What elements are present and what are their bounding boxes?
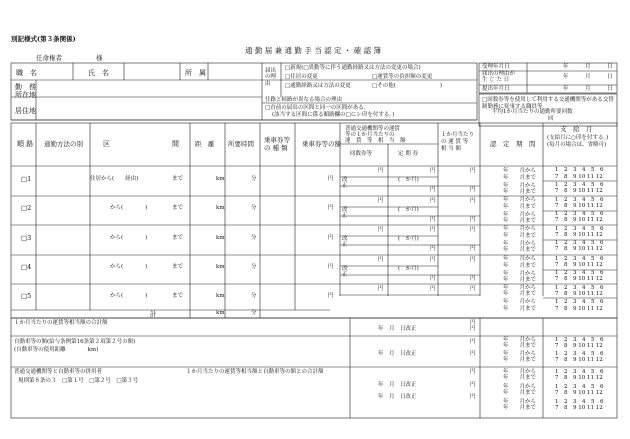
reason-other[interactable]: □その他( ) xyxy=(372,83,442,89)
monthly-total-yen-2: 円 xyxy=(470,326,476,332)
residence-label: 居住地 xyxy=(15,107,36,115)
row2-months: ( か月) xyxy=(398,207,419,213)
row3-count-yen: 円 xyxy=(378,227,384,233)
reason-month: 月 xyxy=(585,74,591,80)
total-label: 計 xyxy=(150,310,157,318)
row2-count-yen: 円 xyxy=(378,198,384,204)
row5-months-top[interactable]: 1 2 3 4 5 6 xyxy=(555,285,604,291)
combined-months-top[interactable]: 1 2 3 4 5 6 xyxy=(555,369,604,375)
row1-ticket-yen: 円 xyxy=(328,176,334,182)
row4-months-top[interactable]: 1 2 3 4 5 6 xyxy=(555,256,604,262)
row3-from: から( ) xyxy=(110,235,148,241)
row4-to: まで xyxy=(172,264,184,270)
monthly-total-yen: 円 xyxy=(470,320,476,326)
same-section-check[interactable]: □直前の届出の区間と同一の区間がある。 xyxy=(265,105,370,111)
row3-pass-yen: 円 xyxy=(430,227,436,233)
row5-from-date-2: 年 月から xyxy=(503,299,537,305)
row4-from-date-2: 年 月から xyxy=(503,271,537,277)
row5-months-bottom[interactable]: 7 8 9 10 11 12 xyxy=(555,291,603,297)
col-fare-header: 普通交通機関等の運賃 等の１か月当たりの 運 賃 等 相 当 額 xyxy=(345,126,406,145)
honorific: 様 xyxy=(96,54,103,62)
row2-months-bottom-2[interactable]: 7 8 9 10 11 12 xyxy=(555,217,603,223)
combined-to-date: 年 月まで xyxy=(503,375,537,381)
row5-pass-yen: 円 xyxy=(430,286,436,292)
col-payment-note: (支給月に○印を付する。) (毎月の場合は、省略可) xyxy=(547,135,609,148)
row4-to-date: 年 月まで xyxy=(503,263,537,269)
row3-months-bottom[interactable]: 7 8 9 10 11 12 xyxy=(555,232,603,238)
row3-to-date-2: 年 月まで xyxy=(503,247,537,253)
row3-months-top-2[interactable]: 1 2 3 4 5 6 xyxy=(555,240,604,246)
row1-from: 住居から( 経由) xyxy=(90,176,139,182)
col-time: 所要時間 xyxy=(228,140,254,148)
combined-yen-2: 円 xyxy=(470,382,476,388)
car-distance-label: (自動車等の使用距離 km) xyxy=(14,347,99,353)
row3-monthly-yen-2: 円 xyxy=(470,246,476,252)
row2-monthly-yen-2: 円 xyxy=(470,217,476,223)
combined-revised: 年 月 日改正 xyxy=(378,382,417,388)
row2-to: まで xyxy=(172,205,184,211)
car-months-top[interactable]: 1 2 3 4 5 6 xyxy=(555,337,604,343)
row4-from: から( ) xyxy=(110,264,148,270)
reason-address[interactable]: □住居の変更 xyxy=(285,74,318,80)
form-id: 別記様式(第３条関係) xyxy=(11,35,76,43)
col-ticket-amount: 乗車券等の額 xyxy=(302,140,341,148)
monthly-total-revised: 年 月 日改正 xyxy=(378,326,417,332)
combined-sum-label: １か月当たりの運賃等相当額と自動車等の額との合計額 xyxy=(186,369,324,375)
row1-months-top[interactable]: 1 2 3 4 5 6 xyxy=(555,167,604,173)
car-months-top-2[interactable]: 1 2 3 4 5 6 xyxy=(555,351,604,357)
row2-from-date: 年 月から xyxy=(503,197,537,203)
job-title-label: 職 名 xyxy=(16,69,37,77)
row3-from-date: 年 月から xyxy=(503,226,537,232)
row3-km: km xyxy=(216,235,225,241)
col-certified: 認 定 期 間 xyxy=(490,140,536,148)
row3-ticket-yen: 円 xyxy=(328,235,334,241)
combined-from-date-2: 年 月から xyxy=(503,384,537,390)
row3-months-bottom-2[interactable]: 7 8 9 10 11 12 xyxy=(555,246,603,252)
submitted-year: 年 xyxy=(563,86,569,92)
combined-months-top-3[interactable]: 1 2 3 4 5 6 xyxy=(555,399,604,405)
workplace-label: 勤 務 所在地 xyxy=(15,83,36,99)
row5-min: 分 xyxy=(251,293,257,299)
row5-months-top-2[interactable]: 1 2 3 4 5 6 xyxy=(555,299,604,305)
row2-to-date-2: 年 月まで xyxy=(503,218,537,224)
col-commuter-pass: 定 期 券 xyxy=(398,151,418,157)
reason-label: 届出の理由 xyxy=(265,68,277,87)
row2-num[interactable]: □2 xyxy=(21,204,32,212)
reason-date-label: 届出の理由が 生 じ た 日 xyxy=(482,71,516,83)
car-to-date: 年 月まで xyxy=(503,343,537,349)
times-unit: 回 xyxy=(548,116,554,122)
commuter-note[interactable]: □回数券等を使用して利用する交通機関等がある交替制勤務に従事する職員等 xyxy=(482,97,614,110)
row1-num[interactable]: □1 xyxy=(21,175,32,183)
reason-year: 年 xyxy=(563,74,569,80)
car-amount-label: 自動車等の額(給与条例第16条第２項第２号の額) xyxy=(14,339,136,345)
received-month: 月 xyxy=(585,64,591,70)
row1-to-date: 年 月まで xyxy=(503,175,537,181)
combined-rule[interactable]: 規則第８条の３ □第１号 □第２号 □第３号 xyxy=(18,378,139,384)
row4-pass-yen: 円 xyxy=(430,257,436,263)
row5-to: まで xyxy=(172,293,184,299)
row1-pass-yen-2: 円 xyxy=(430,187,436,193)
row3-min: 分 xyxy=(251,235,257,241)
row2-to-date: 年 月まで xyxy=(503,204,537,210)
row3-to: まで xyxy=(172,235,184,241)
row3-months-top[interactable]: 1 2 3 4 5 6 xyxy=(555,226,604,232)
received-year: 年 xyxy=(563,64,569,70)
row1-to-date-2: 年 月まで xyxy=(503,189,537,195)
row4-months-bottom[interactable]: 7 8 9 10 11 12 xyxy=(555,262,603,268)
car-from-date: 年 月から xyxy=(503,337,537,343)
row1-min: 分 xyxy=(251,176,257,182)
row1-from-date-2: 年 月から xyxy=(503,183,537,189)
col-distance: 距 離 xyxy=(195,140,215,148)
combined-from-date-3: 年 月から xyxy=(503,399,537,405)
car-revised: 年 月 日改正 xyxy=(378,351,417,357)
reason-route[interactable]: □通勤経路又は方法の変更 xyxy=(285,83,351,89)
col-ticket-type: 乗車券等 の 種 類 xyxy=(264,136,290,153)
col-payment-month: 支 給 月 xyxy=(560,125,593,133)
row5-monthly-yen: 円 xyxy=(470,286,476,292)
car-months-bottom[interactable]: 7 8 9 10 11 12 xyxy=(555,343,603,349)
row1-revision: 改 正 xyxy=(342,177,348,189)
row1-from-date: 年 月から xyxy=(503,168,537,174)
col-method: 通勤方法の別 xyxy=(44,140,83,148)
row1-months-top-2[interactable]: 1 2 3 4 5 6 xyxy=(555,182,604,188)
combined-months-bottom-3[interactable]: 7 8 9 10 11 12 xyxy=(555,405,603,411)
row1-monthly-yen: 円 xyxy=(470,168,476,174)
row4-months-top-2[interactable]: 1 2 3 4 5 6 xyxy=(555,270,604,276)
row3-revision: 改 正 xyxy=(342,236,348,248)
row2-monthly-yen: 円 xyxy=(470,198,476,204)
row5-count-yen: 円 xyxy=(378,286,384,292)
car-yen-2: 円 xyxy=(470,351,476,357)
row5-ticket-yen: 円 xyxy=(328,293,334,299)
row4-months: ( か月) xyxy=(398,266,419,272)
affiliation-label: 所 属 xyxy=(185,69,206,77)
row3-from-date-2: 年 月から xyxy=(503,241,537,247)
row5-num[interactable]: □5 xyxy=(21,292,32,300)
row1-km: km xyxy=(216,176,225,182)
row2-pass-yen: 円 xyxy=(430,198,436,204)
row4-monthly-yen-2: 円 xyxy=(470,276,476,282)
row4-revision: 改 正 xyxy=(342,266,348,278)
row2-months-top-2[interactable]: 1 2 3 4 5 6 xyxy=(555,211,604,217)
row5-to-date: 年 月まで xyxy=(503,291,537,297)
received-date-label: 受理年月日 xyxy=(482,64,510,70)
row1-to: まで xyxy=(172,176,184,182)
combined-months-bottom[interactable]: 7 8 9 10 11 12 xyxy=(555,375,603,381)
combined-to-date-2: 年 月まで xyxy=(503,390,537,396)
row5-from: から( ) xyxy=(110,293,148,299)
combined-months-bottom-2[interactable]: 7 8 9 10 11 12 xyxy=(555,390,603,396)
row4-from-date: 年 月から xyxy=(503,256,537,262)
monthly-total-label: １か月当たりの運賃等相当額の合計額 xyxy=(14,320,108,326)
car-yen: 円 xyxy=(470,339,476,345)
row1-count-yen: 円 xyxy=(378,168,384,174)
submitted-month: 月 xyxy=(585,86,591,92)
row4-km: km xyxy=(216,264,225,270)
reason-day: 日 xyxy=(607,74,613,80)
avg-days-label: 平均1か月当たりの通勤所要回数 xyxy=(492,109,573,115)
row2-from: から( ) xyxy=(110,205,148,211)
combined-from-date: 年 月から xyxy=(503,369,537,375)
row5-from-date: 年 月から xyxy=(503,285,537,291)
submitted-date-label: 提出年月日 xyxy=(482,86,510,92)
row2-min: 分 xyxy=(251,205,257,211)
car-months-bottom-2[interactable]: 7 8 9 10 11 12 xyxy=(555,357,603,363)
col-section-b: 間 xyxy=(172,140,179,148)
row2-months-bottom[interactable]: 7 8 9 10 11 12 xyxy=(555,203,603,209)
row1-months-bottom[interactable]: 7 8 9 10 11 12 xyxy=(555,174,603,180)
combined-label: 普通交通機関等と自動車等の併用者 xyxy=(14,369,103,375)
form-title: 通 勤 届 兼 通 勤 手 当 認 定 ・ 確 認 簿 xyxy=(245,46,381,55)
row2-pass-yen-2: 円 xyxy=(430,217,436,223)
combined-yen-3: 円 xyxy=(470,394,476,400)
row5-to-date-2: 年 月まで xyxy=(503,306,537,312)
combined-revised-2: 年 月 日改正 xyxy=(378,394,417,400)
col-monthly: １か月当たり の 運 賃 等 相 当 額 xyxy=(441,132,475,152)
row3-pass-yen-2: 円 xyxy=(430,246,436,252)
col-section-a: 区 xyxy=(103,140,110,148)
reason-new[interactable]: □新規(□異動等に伴う通勤経路又は方法の変更の場合) xyxy=(285,65,421,71)
combined-yen: 円 xyxy=(470,369,476,375)
appointer-label: 任命権者 xyxy=(36,54,62,62)
car-from-date-2: 年 月から xyxy=(503,351,537,357)
combined-months-top-2[interactable]: 1 2 3 4 5 6 xyxy=(555,384,604,390)
row2-km: km xyxy=(216,205,225,211)
row4-ticket-yen: 円 xyxy=(328,264,334,270)
total-km: km xyxy=(216,310,225,316)
row4-pass-yen-2: 円 xyxy=(430,276,436,282)
car-to-date-2: 年 月まで xyxy=(503,357,537,363)
row4-to-date-2: 年 月まで xyxy=(503,277,537,283)
row1-months-bottom-2[interactable]: 7 8 9 10 11 12 xyxy=(555,188,603,194)
received-day: 日 xyxy=(607,64,613,70)
row1-monthly-yen-2: 円 xyxy=(470,187,476,193)
row4-num[interactable]: □4 xyxy=(21,263,32,271)
row4-count-yen: 円 xyxy=(378,257,384,263)
row4-monthly-yen: 円 xyxy=(470,257,476,263)
reason-fare[interactable]: □運賃等の負担額の変更 xyxy=(372,74,433,80)
row2-ticket-yen: 円 xyxy=(328,205,334,211)
col-order: 順 路 xyxy=(17,140,34,148)
row3-monthly-yen: 円 xyxy=(470,227,476,233)
name-label: 氏 名 xyxy=(88,69,109,77)
row4-min: 分 xyxy=(251,264,257,270)
row1-pass-yen: 円 xyxy=(430,168,436,174)
row1-months: ( か月) xyxy=(398,177,419,183)
combined-to-date-3: 年 月まで xyxy=(503,405,537,411)
row2-from-date-2: 年 月から xyxy=(503,212,537,218)
row2-revision: 改 正 xyxy=(342,207,348,219)
col-count-ticket: 回数券等 xyxy=(350,151,373,157)
row5-months-bottom-2[interactable]: 7 8 9 10 11 12 xyxy=(555,306,603,312)
submitted-day: 日 xyxy=(607,86,613,92)
same-section-note: (該当する区間に係る順路欄の□にレ印を付する。) xyxy=(272,112,395,118)
route-diff-label: 往路と帰路が異なる場合の理由 xyxy=(265,97,343,103)
total-min: 分 xyxy=(251,310,257,316)
row5-km: km xyxy=(216,293,225,299)
row3-num[interactable]: □3 xyxy=(21,234,32,242)
row2-months-top[interactable]: 1 2 3 4 5 6 xyxy=(555,197,604,203)
row3-to-date: 年 月まで xyxy=(503,233,537,239)
row4-months-bottom-2[interactable]: 7 8 9 10 11 12 xyxy=(555,276,603,282)
row3-months: ( か月) xyxy=(398,236,419,242)
